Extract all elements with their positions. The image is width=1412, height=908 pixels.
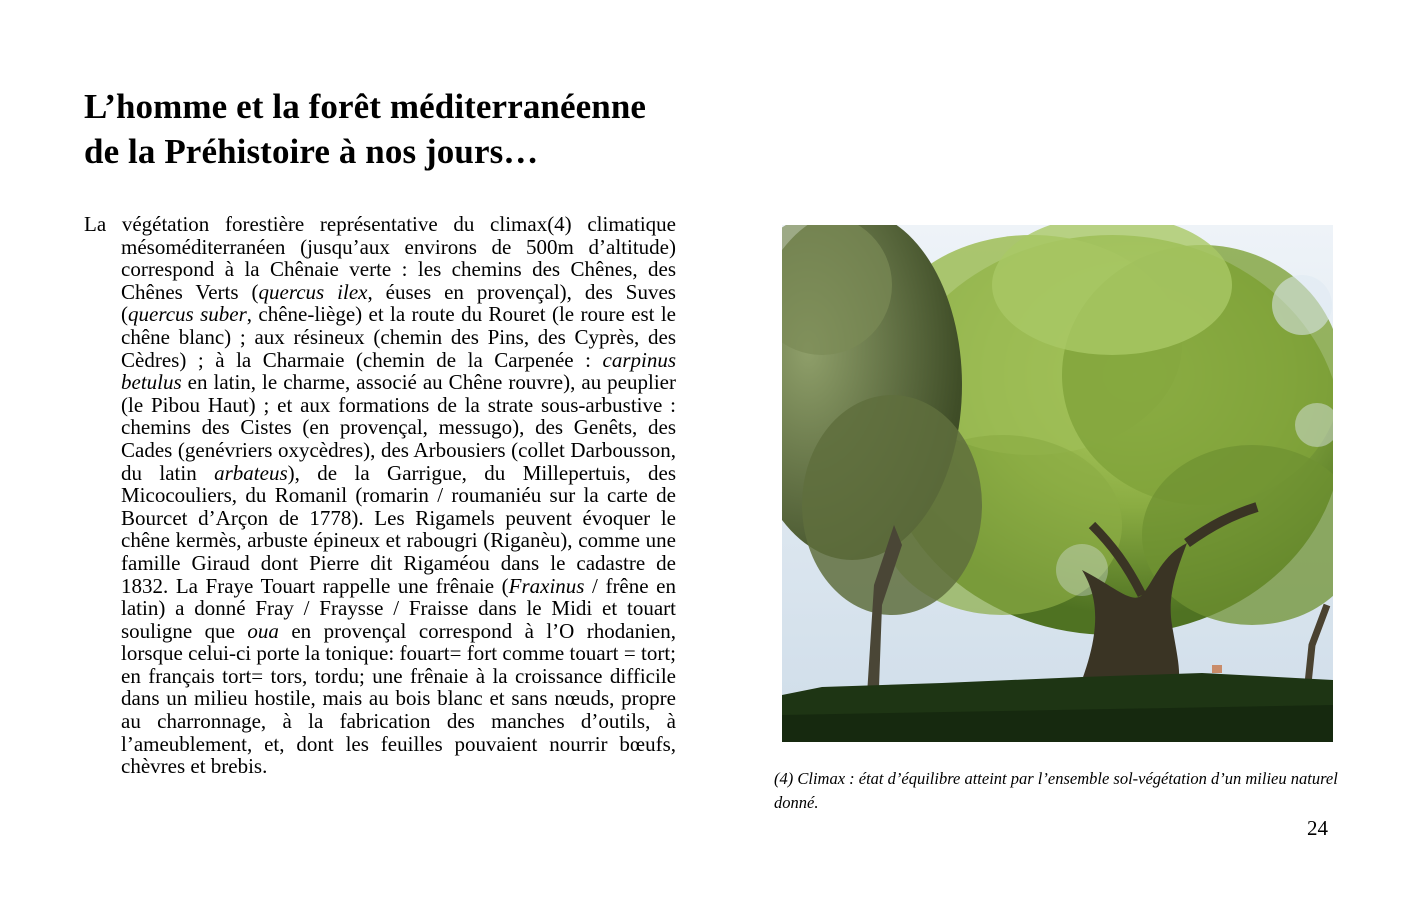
body-segment: La végétation forestière représentative du climax(4) climatique mésoméditerranéen (jusqu’aux environs de 500m d’altitude) correspond à la Chênaie verte : les chemins des Chênes, des Chênes Verts ( xyxy=(84,212,676,304)
latin-term: quercus ilex xyxy=(258,279,368,304)
body-segment: ), de la Garrigue, du Millepertuis, des Micocouliers, du Romanil (romarin / roumaniéu sur la carte de Bourcet d’Arçon de 1778). Les Rigamels peuvent évoquer le chêne kermès, arbuste épineux et rabougri (Riganèu), comme une famille Giraud dont Pierre dit Rigaméou dans le cadastre de 1832. La Fraye Touart rappelle une frênaie ( xyxy=(121,460,676,598)
title-line-2: de la Préhistoire à nos jours… xyxy=(84,132,539,171)
body-segment: , chêne-liège) et la route du Rouret (le roure est le chêne blanc) ; aux résineux (chemin des Pins, des Cyprès, des Cèdres) ; à la Charmaie (chemin de la Carpenée : xyxy=(121,302,677,372)
page-title xyxy=(84,84,646,174)
latin-term: Fraxinus xyxy=(508,573,585,598)
oak-tree-photo xyxy=(782,225,1333,742)
body-segment: / frêne en latin) a donné Fray / Fraysse / Fraisse dans le Midi et touart souligne que xyxy=(121,573,676,643)
page-number: 24 xyxy=(1307,816,1328,840)
body-segment: en provençal correspond à l’O rhodanien, lorsque celui-ci porte la tonique: fouart= fort comme touart = tort; en français tort= tors, tordu; une frênaie à la croissance difficile dans un milieu hostile, mais au bois blanc et sans nœuds, propre au charronnage, à la fabrication des manches d’outils, à l’ameublement, et, dont les feuilles pouvaient nourrir bœufs, chèvres et brebis. xyxy=(121,618,676,779)
tree-illustration xyxy=(782,225,1333,742)
provencal-term: oua xyxy=(247,618,279,643)
figure-caption: (4) Climax : état d’équilibre atteint par l’ensemble sol-végétation d’un milieu naturel donné. xyxy=(774,769,1338,812)
latin-term: carpinus betulus xyxy=(121,347,676,395)
body-segment: , éuses en provençal), des Suves ( xyxy=(121,279,676,327)
title-line-1: L’homme et la forêt méditerranéenne xyxy=(84,87,647,126)
body-paragraph xyxy=(84,213,676,778)
latin-term: quercus suber xyxy=(128,302,247,327)
latin-term: arbateus xyxy=(214,460,288,485)
body-segment: en latin, le charme, associé au Chêne rouvre), au peuplier (le Pibou Haut) ; et aux formations de la strate sous-arbustive : chemins des Cistes (en provençal, messugo), des Genêts, des Cades (genévriers oxycèdres), des Arbousiers (collet Darbousson, du latin xyxy=(121,370,676,485)
